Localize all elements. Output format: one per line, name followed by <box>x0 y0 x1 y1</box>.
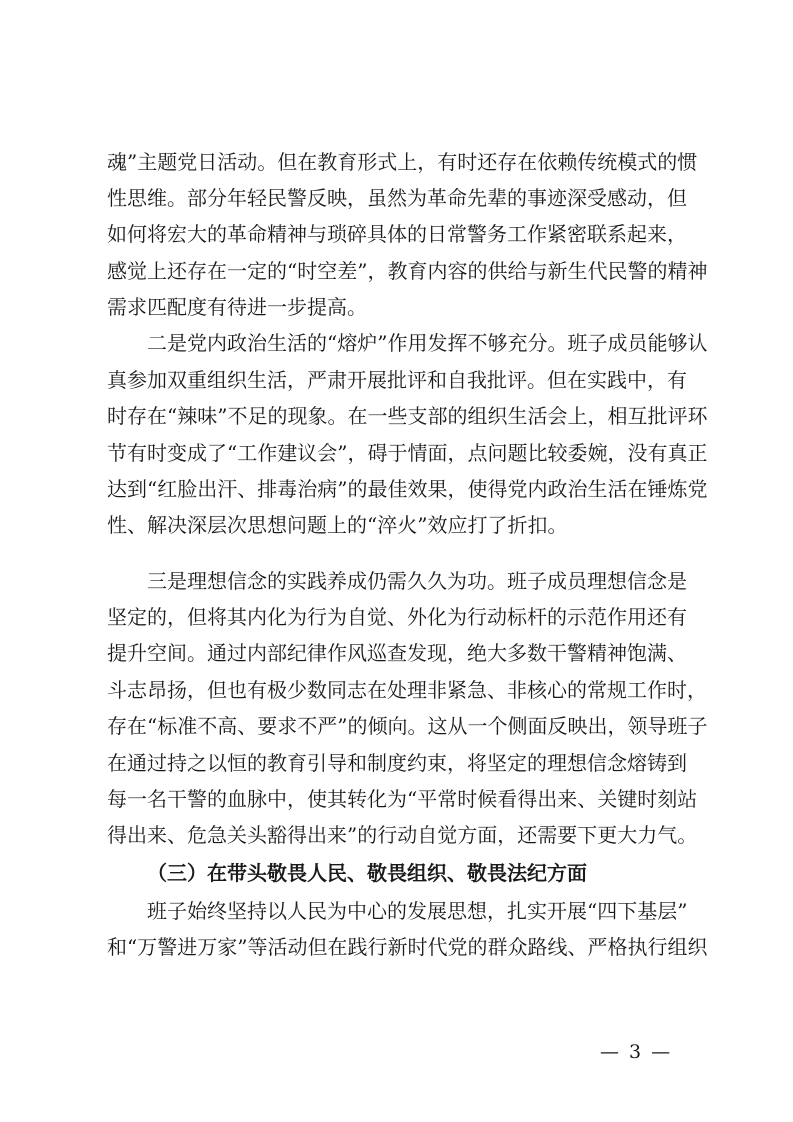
paragraph-line: 感觉上还存在一定的“时空差”，教育内容的供给与新生代民警的精神 <box>107 259 708 283</box>
paragraph-line: 需求匹配度有待进一步提高。 <box>107 295 367 319</box>
paragraph-line: 坚定的，但将其内化为行为自觉、外化为行动标杆的示范作用还有 <box>107 605 687 629</box>
paragraph-line: 二是党内政治生活的“熔炉”作用发挥不够充分。班子成员能够认 <box>147 331 708 355</box>
paragraph-line: 每一名干警的血脉中，使其转化为“平常时候看得出来、关键时刻站 <box>107 787 698 811</box>
paragraph-line: 达到“红脸出汗、排毒治病”的最佳效果，使得党内政治生活在锤炼党 <box>107 477 708 501</box>
paragraph-line: 班子始终坚持以人民为中心的发展思想，扎实开展“四下基层” <box>147 899 688 923</box>
section-heading: （三）在带头敬畏人民、敬畏组织、敬畏法纪方面 <box>147 861 587 885</box>
paragraph-line: 提升空间。通过内部纪律作风巡查发现，绝大多数干警精神饱满、 <box>107 641 687 665</box>
paragraph-line: 和“万警进万家”等活动但在践行新时代党的群众路线、严格执行组织 <box>107 935 708 959</box>
paragraph-line: 在通过持之以恒的教育引导和制度约束，将坚定的理想信念熔铸到 <box>107 751 687 775</box>
paragraph-line: 三是理想信念的实践养成仍需久久为功。班子成员理想信念是 <box>147 569 687 593</box>
paragraph-line: 如何将宏大的革命精神与琐碎具体的日常警务工作紧密联系起来， <box>107 222 687 246</box>
paragraph-line: 性、解决深层次思想问题上的“淬火”效应打了折扣。 <box>107 513 568 537</box>
paragraph-line: 真参加双重组织生活，严肃开展批评和自我批评。但在实践中，有 <box>107 368 687 392</box>
paragraph-line: 斗志昂扬，但也有极少数同志在处理非紧急、非核心的常规工作时， <box>107 678 707 702</box>
paragraph-line: 节有时变成了“工作建议会”，碍于情面，点问题比较委婉，没有真正 <box>107 441 708 465</box>
paragraph-line: 魂”主题党日活动。但在教育形式上，有时还存在依赖传统模式的惯 <box>107 150 698 174</box>
paragraph-line: 存在“标准不高、要求不严”的倾向。这从一个侧面反映出，领导班子 <box>107 714 708 738</box>
page-number: — 3 — <box>600 1041 673 1063</box>
paragraph-line: 时存在“辣味”不足的现象。在一些支部的组织生活会上，相互批评环 <box>107 404 708 428</box>
paragraph-line: 得出来、危急关头豁得出来”的行动自觉方面，还需要下更大力气。 <box>107 823 698 847</box>
paragraph-line: 性思维。部分年轻民警反映，虽然为革命先辈的事迹深受感动，但 <box>107 186 687 210</box>
